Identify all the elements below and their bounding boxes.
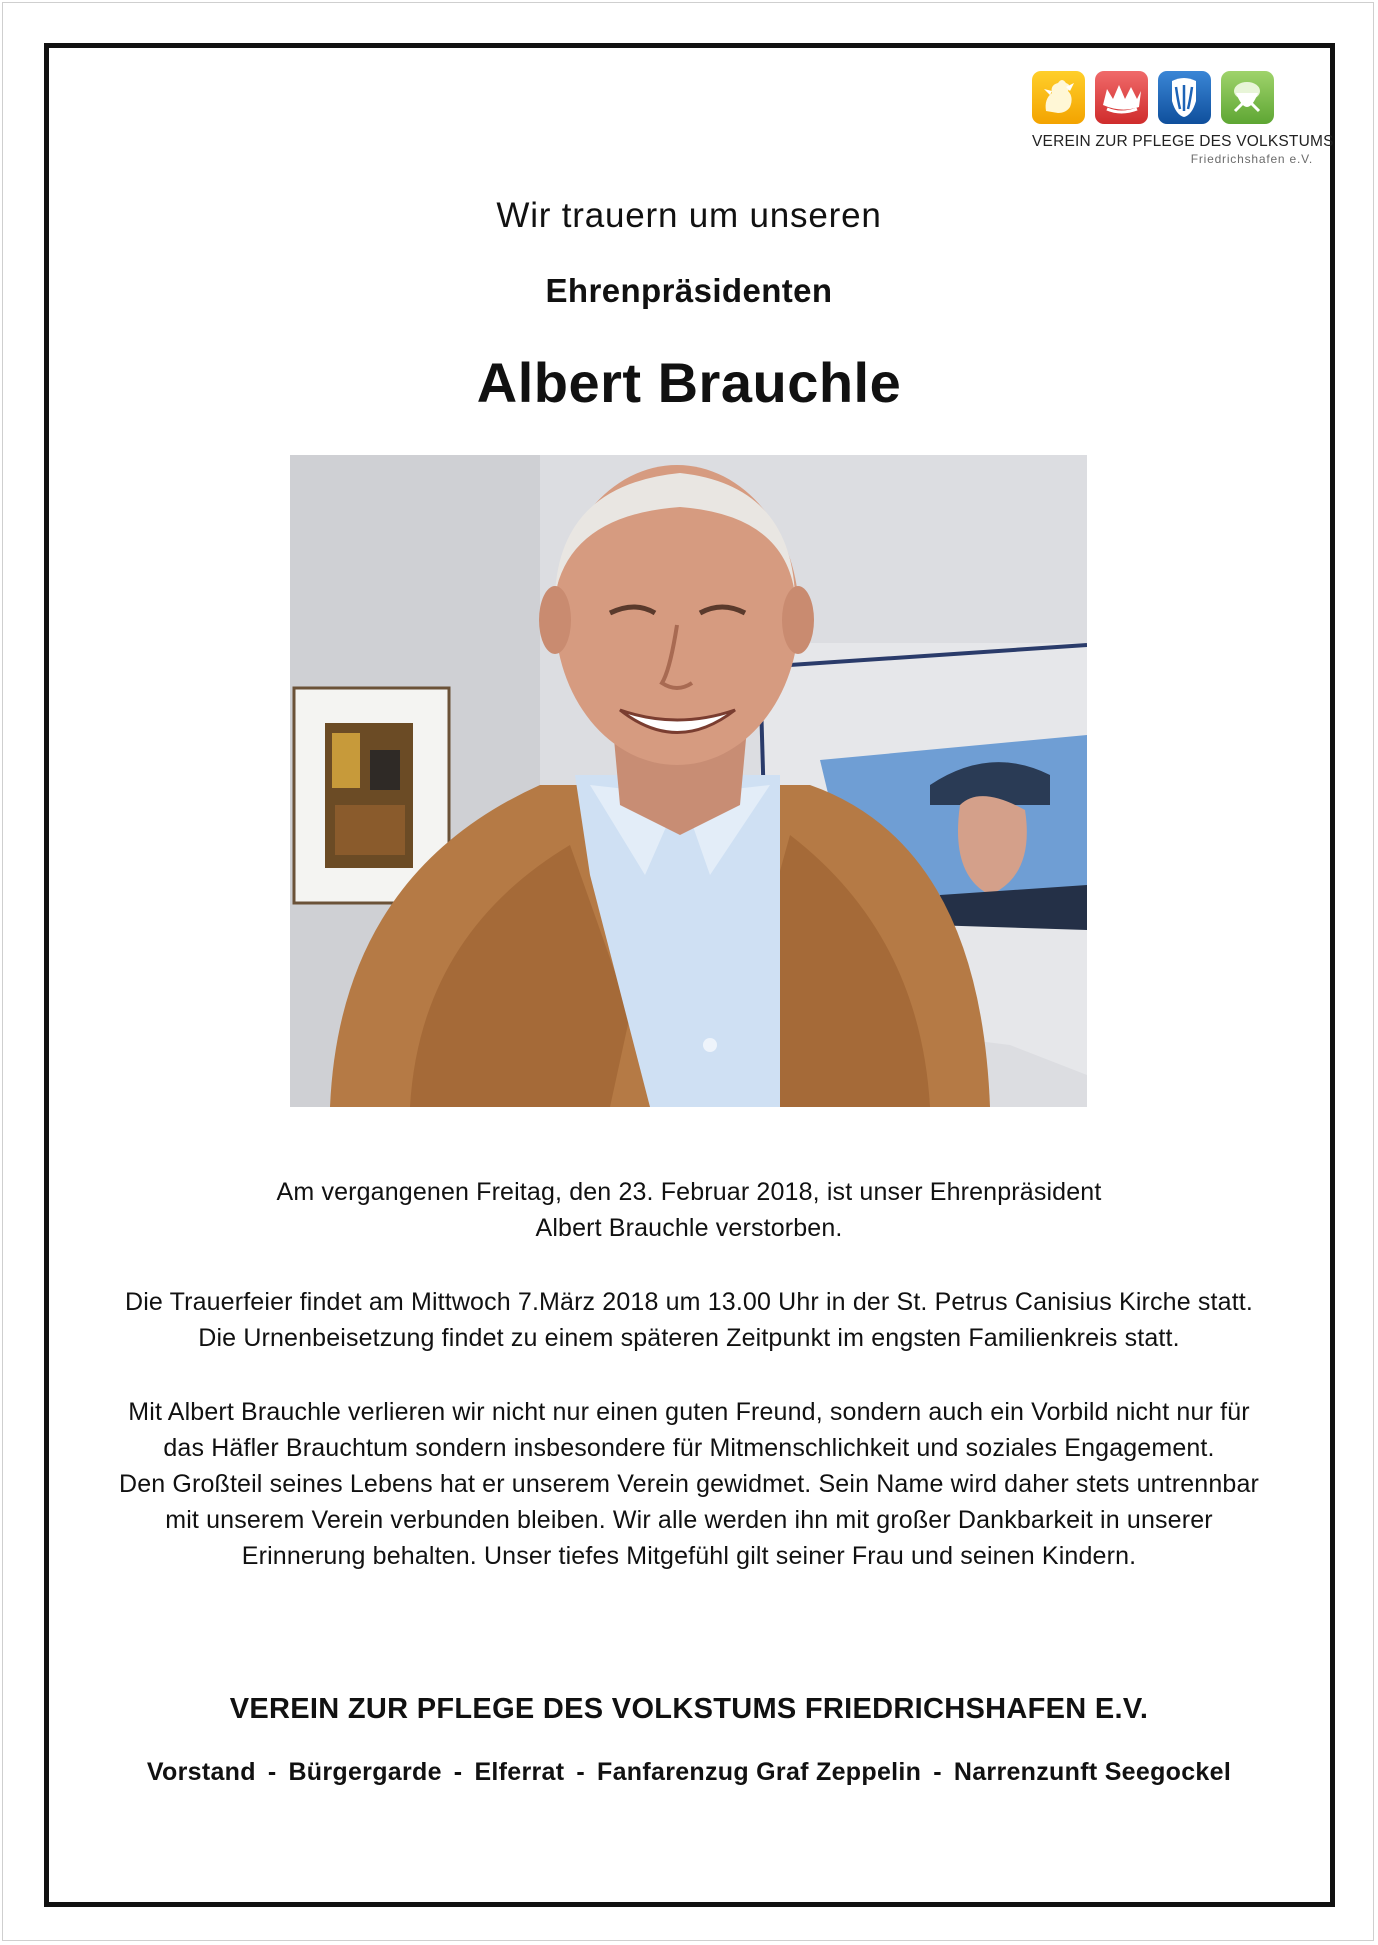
text-line: Erinnerung behalten. Unser tiefes Mitgefühl gilt seiner Frau und seinen Kindern. — [241, 1542, 1137, 1570]
portrait-photo — [290, 455, 1087, 1107]
group-separator: - — [267, 1758, 277, 1786]
rooster-icon — [1032, 71, 1085, 124]
group-separator: - — [933, 1758, 942, 1786]
group-name: Fanfarenzug Graf Zeppelin — [597, 1758, 922, 1786]
funeral-info — [0, 1284, 1378, 1356]
deceased-name: Albert Brauchle — [476, 351, 902, 414]
portrait-illustration — [290, 455, 1087, 1107]
text-line: Die Trauerfeier findet am Mittwoch 7.März 2018 um 13.00 Uhr in der St. Petrus Canisius Kirche statt. — [125, 1288, 1253, 1316]
group-name: Bürgergarde — [288, 1758, 442, 1786]
acorn-icon — [1221, 71, 1274, 124]
intro-line: Wir trauern um unseren — [496, 196, 882, 235]
death-announcement — [0, 1174, 1378, 1246]
text-line: das Häfler Brauchtum sondern insbesondere für Mitmenschlichkeit und soziales Engagement. — [163, 1434, 1215, 1462]
text-line: Den Großteil seines Lebens hat er unserem Verein gewidmet. Sein Name wird daher stets untrennbar — [119, 1470, 1259, 1498]
mask-icon — [1158, 71, 1211, 124]
group-separator: - — [576, 1758, 586, 1786]
text-line: Am vergangenen Freitag, den 23. Februar 2018, ist unser Ehrenpräsident — [276, 1178, 1102, 1206]
club-logo — [1032, 71, 1334, 176]
tribute-text — [0, 1394, 1378, 1574]
group-name: Vorstand — [146, 1758, 256, 1786]
organization-name: VEREIN ZUR PFLEGE DES VOLKSTUMS FRIEDRICHSHAFEN E.V. — [229, 1693, 1149, 1725]
club-groups — [0, 1758, 1378, 1787]
group-name: Elferrat — [474, 1758, 565, 1786]
group-separator: - — [453, 1758, 463, 1786]
text-line: Albert Brauchle verstorben. — [535, 1214, 843, 1242]
text-line: Mit Albert Brauchle verlieren wir nicht nur einen guten Freund, sondern auch ein Vorbild nicht nur für — [128, 1398, 1250, 1426]
logo-tiles — [1032, 71, 1315, 124]
honorary-title: Ehrenpräsidenten — [545, 272, 833, 309]
text-line: Die Urnenbeisetzung findet zu einem späteren Zeitpunkt im engsten Familienkreis statt. — [198, 1324, 1180, 1352]
text-line: mit unserem Verein verbunden bleiben. Wir alle werden ihn mit großer Dankbarkeit in unserer — [165, 1506, 1213, 1534]
crown-icon — [1095, 71, 1148, 124]
logo-name: VEREIN ZUR PFLEGE DES VOLKSTUMS — [1032, 133, 1334, 150]
group-name: Narrenzunft Seegockel — [953, 1758, 1232, 1786]
logo-city: Friedrichshafen e.V. — [1190, 152, 1313, 166]
